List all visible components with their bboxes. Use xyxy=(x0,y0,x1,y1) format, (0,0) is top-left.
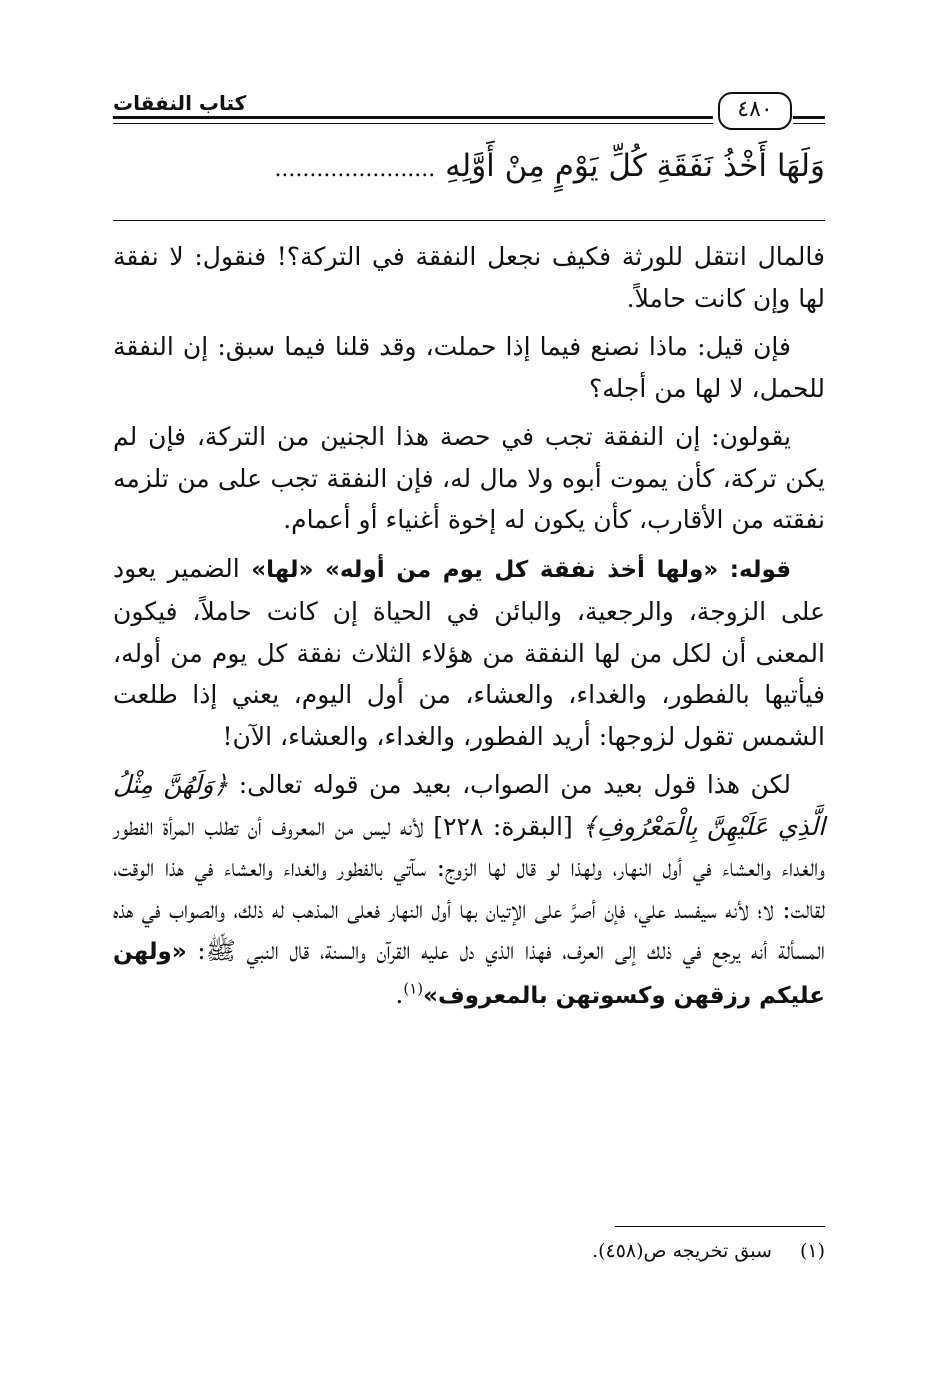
matn-text: وَلَهَا أَخْذُ نَفَقَةِ كُلِّ يَوْمٍ مِنْ أَوَّلِهِ xyxy=(445,148,825,184)
header-rule xyxy=(113,116,713,119)
page-number: ٤٨٠ xyxy=(718,92,792,130)
paragraph-1: فالمال انتقل للورثة فكيف نجعل النفقة في التركة؟! فنقول: لا نفقة لها وإن كانت حاملاً. xyxy=(113,242,825,313)
page-header xyxy=(113,92,825,132)
hadith-quote: «ولهن عليكم رزقهن وكسوتهن بالمعروف» xyxy=(113,939,825,1009)
paragraph-5-start: لكن هذا قول بعيد من الصواب، بعيد من قوله تعالى: xyxy=(238,770,792,799)
paragraph-2: فإن قيل: ماذا نصنع فيما إذا حملت، وقد قلنا فيما سبق: إن النفقة للحمل، لا لها من أجله؟ xyxy=(113,332,825,403)
verse-reference: [البقرة: ٢٢٨] xyxy=(433,811,573,841)
commentary-body xyxy=(113,236,825,1024)
footnote-text: سبق تخريجه ص(٤٥٨). xyxy=(592,1240,772,1262)
footnote-marker: (١) xyxy=(403,979,424,998)
book-title: كتاب النفقات xyxy=(113,91,247,115)
matn-dots: ....................... xyxy=(274,157,436,182)
matn-quote: «ولها أخذ نفقة كل يوم من أوله» xyxy=(325,556,719,583)
qawluhu-label: قوله: xyxy=(729,556,792,583)
matn-line xyxy=(113,140,825,200)
footnote-number: (١) xyxy=(799,1240,825,1262)
quran-verse: ﴿وَلَهُنَّ مِثْلُ الَّذِي عَلَيْهِنَّ بِالْمَعْرُوفِ﴾ xyxy=(113,770,826,841)
paragraph-5 xyxy=(113,764,825,1017)
paragraph-4-rest: الضمير يعود على الزوجة، والرجعية، والبائن في الحياة إن كانت حاملاً، فيكون المعنى أن لكل من لها النفقة من هؤلاء الثلاث نفقة كل يوم من أوله، فيأتيها بالفطور، والغداء، والعشاء، من أول اليوم، يعني إذا طلعت الشمس تقول لزوجها: أريد الفطور، والغداء، والعشاء، الآن! xyxy=(113,553,825,751)
paragraph-5-rest: لأنه ليس من المعروف أن تطلب المرأة الفطور والغداء والعشاء في أول النهار، ولهذا لو قال لها الزوج: سآتي بالفطور والغداء والعشاء في هذا الوقت، لقالت: لا؛ لأنه سيفسد علي، فإن أصرَّ على الإتيان بها أول النهار فعلى المذهب له ذلك، والصواب في هذه المسألة أنه يرجع في ذلك إلى العرف، فهذا الذي دل عليه القرآن والسنة، قال النبي ﷺ: xyxy=(113,811,825,965)
paragraph-4 xyxy=(113,548,825,758)
header-rule-short xyxy=(793,116,825,119)
footnote-separator xyxy=(615,1226,825,1227)
paragraph-3: يقولون: إن النفقة تجب في حصة هذا الجنين من التركة، فإن لم يكن تركة، كأن يموت أبوه ولا مال له، فإن النفقة تجب على من تلزمه نفقته من الأقارب، كأن يكون له إخوة أغنياء أو أعمام. xyxy=(113,422,825,534)
matn-term: «لها» xyxy=(251,556,314,583)
paragraph-5-end: . xyxy=(395,979,404,1009)
footnote xyxy=(113,1236,825,1266)
matn-separator xyxy=(113,220,825,221)
